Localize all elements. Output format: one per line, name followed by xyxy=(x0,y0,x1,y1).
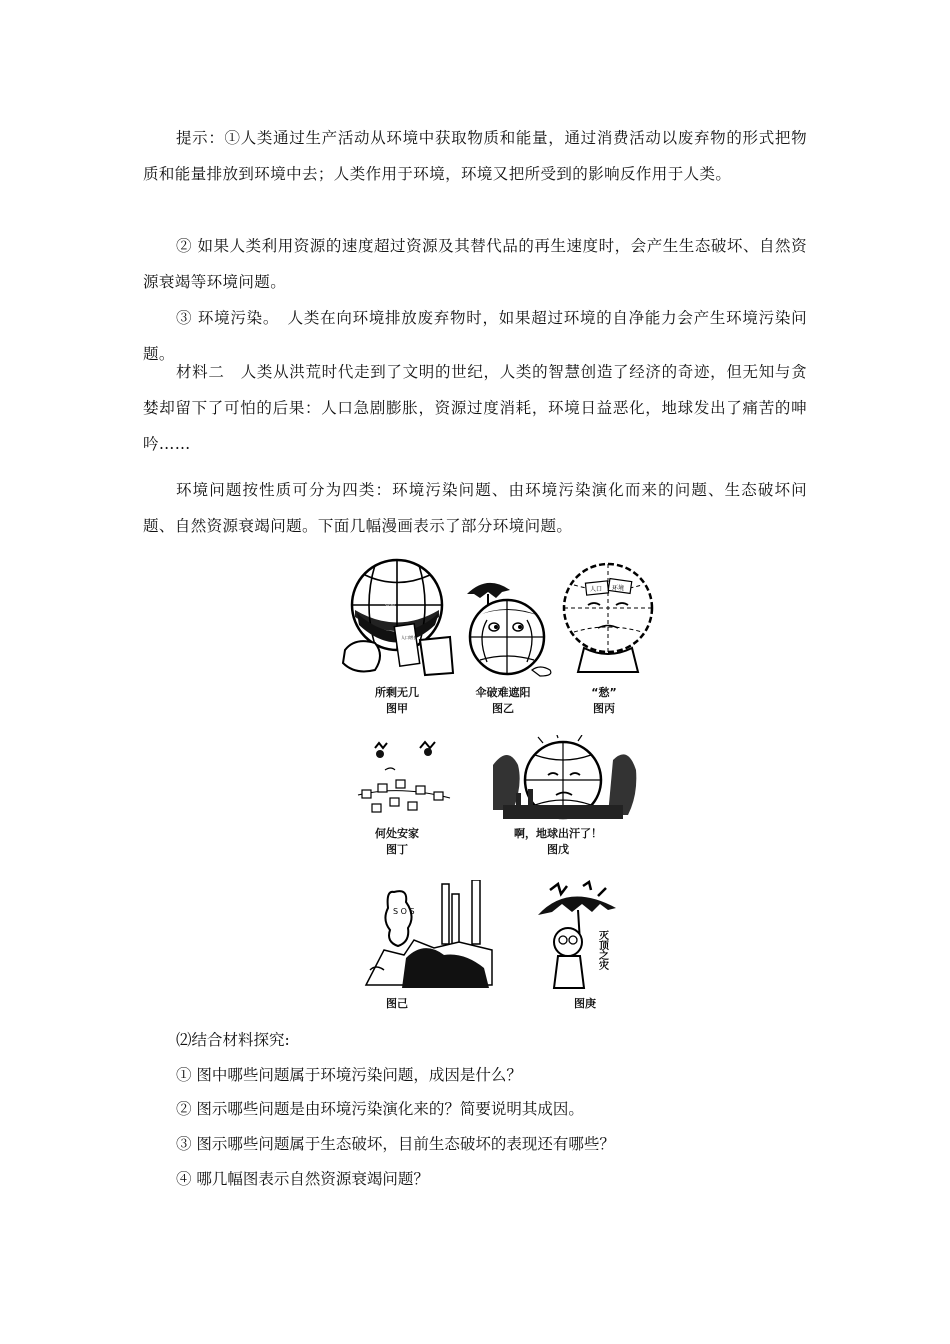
fig-bing-title: “愁” xyxy=(591,686,617,699)
hint-paragraph-3: ③ 环境污染。 人类在向环境排放废弃物时，如果超过环境的自净能力会产生环境污染问题。 xyxy=(143,309,807,363)
fig-jia-label: 图甲 xyxy=(386,702,408,715)
jia-label-2: 人口增长 xyxy=(401,635,417,640)
question-4: ④ 哪几幅图表示自然资源衰竭问题？ xyxy=(176,1170,429,1188)
fig-wu-caption xyxy=(503,826,613,858)
fig-geng-caption xyxy=(530,996,640,1012)
cartoon-wu-image xyxy=(488,735,638,823)
fig-yi-label: 图乙 xyxy=(492,702,514,715)
fig-ji-caption xyxy=(342,996,452,1012)
cartoon-jia-image xyxy=(335,555,460,680)
bing-label-1: 人口 xyxy=(590,586,603,593)
cartoon-ding-image xyxy=(350,740,455,820)
fig-bing-caption xyxy=(549,685,659,717)
jia-label-1: 资源 xyxy=(385,603,396,609)
fig-wu-title: 啊，地球出汗了！ xyxy=(514,827,602,840)
geng-side-text: 灭顶之灾 xyxy=(596,930,608,970)
hint-paragraph-2: ② 如果人类利用资源的速度超过资源及其替代品的再生速度时，会产生生态破坏、自然资源衰竭等环境问题。 xyxy=(143,237,807,291)
fig-bing-label: 图丙 xyxy=(593,702,615,715)
fig-geng-label: 图庚 xyxy=(574,997,596,1010)
fig-yi-title: 伞破难遮阳 xyxy=(475,686,531,699)
fig-ding-label: 图丁 xyxy=(386,843,408,856)
fig-ji-label: 图己 xyxy=(386,997,408,1010)
cartoon-ji-image xyxy=(364,880,494,992)
fig-jia-title: 所剩无几 xyxy=(375,686,419,699)
question-3: ③ 图示哪些问题属于生态破坏，目前生态破坏的表现还有哪些？ xyxy=(176,1135,615,1153)
questions-heading: ⑵结合材料探究: xyxy=(176,1031,290,1049)
fig-ding-title: 何处安家 xyxy=(375,827,419,840)
cartoon-geng-image xyxy=(528,880,628,992)
material-two-paragraph: 材料二 人类从洪荒时代走到了文明的世纪，人类的智慧创造了经济的奇迹，但无知与贪婪却留下了可怕的后果：人口急剧膨胀，资源过度消耗，环境日益恶化，地球发出了痛苦的呻吟…… xyxy=(143,363,807,453)
intro-paragraph: 环境问题按性质可分为四类：环境污染问题、由环境污染演化而来的问题、生态破坏问题、自然资源衰竭问题。下面几幅漫画表示了部分环境问题。 xyxy=(143,481,807,535)
hint-paragraph-1: 提示：①人类通过生产活动从环境中获取物质和能量，通过消费活动以废弃物的形式把物质和能量排放到环境中去；人类作用于环境，环境又把所受到的影响反作用于人类。 xyxy=(143,129,807,183)
fig-yi-caption xyxy=(448,685,558,717)
question-1: ① 图中哪些问题属于环境污染问题，成因是什么？ xyxy=(176,1066,522,1084)
fig-ding-caption xyxy=(342,826,452,858)
fig-wu-label: 图戊 xyxy=(547,843,569,856)
cartoon-yi-image xyxy=(462,572,557,680)
cartoon-bing-image xyxy=(558,560,658,680)
question-2: ② 图示哪些问题是由环境污染演化来的？简要说明其成因。 xyxy=(176,1100,584,1118)
ji-sos-text: S O S xyxy=(393,907,415,916)
fig-jia-caption xyxy=(342,685,452,717)
bing-label-2: 环境 xyxy=(612,585,625,592)
